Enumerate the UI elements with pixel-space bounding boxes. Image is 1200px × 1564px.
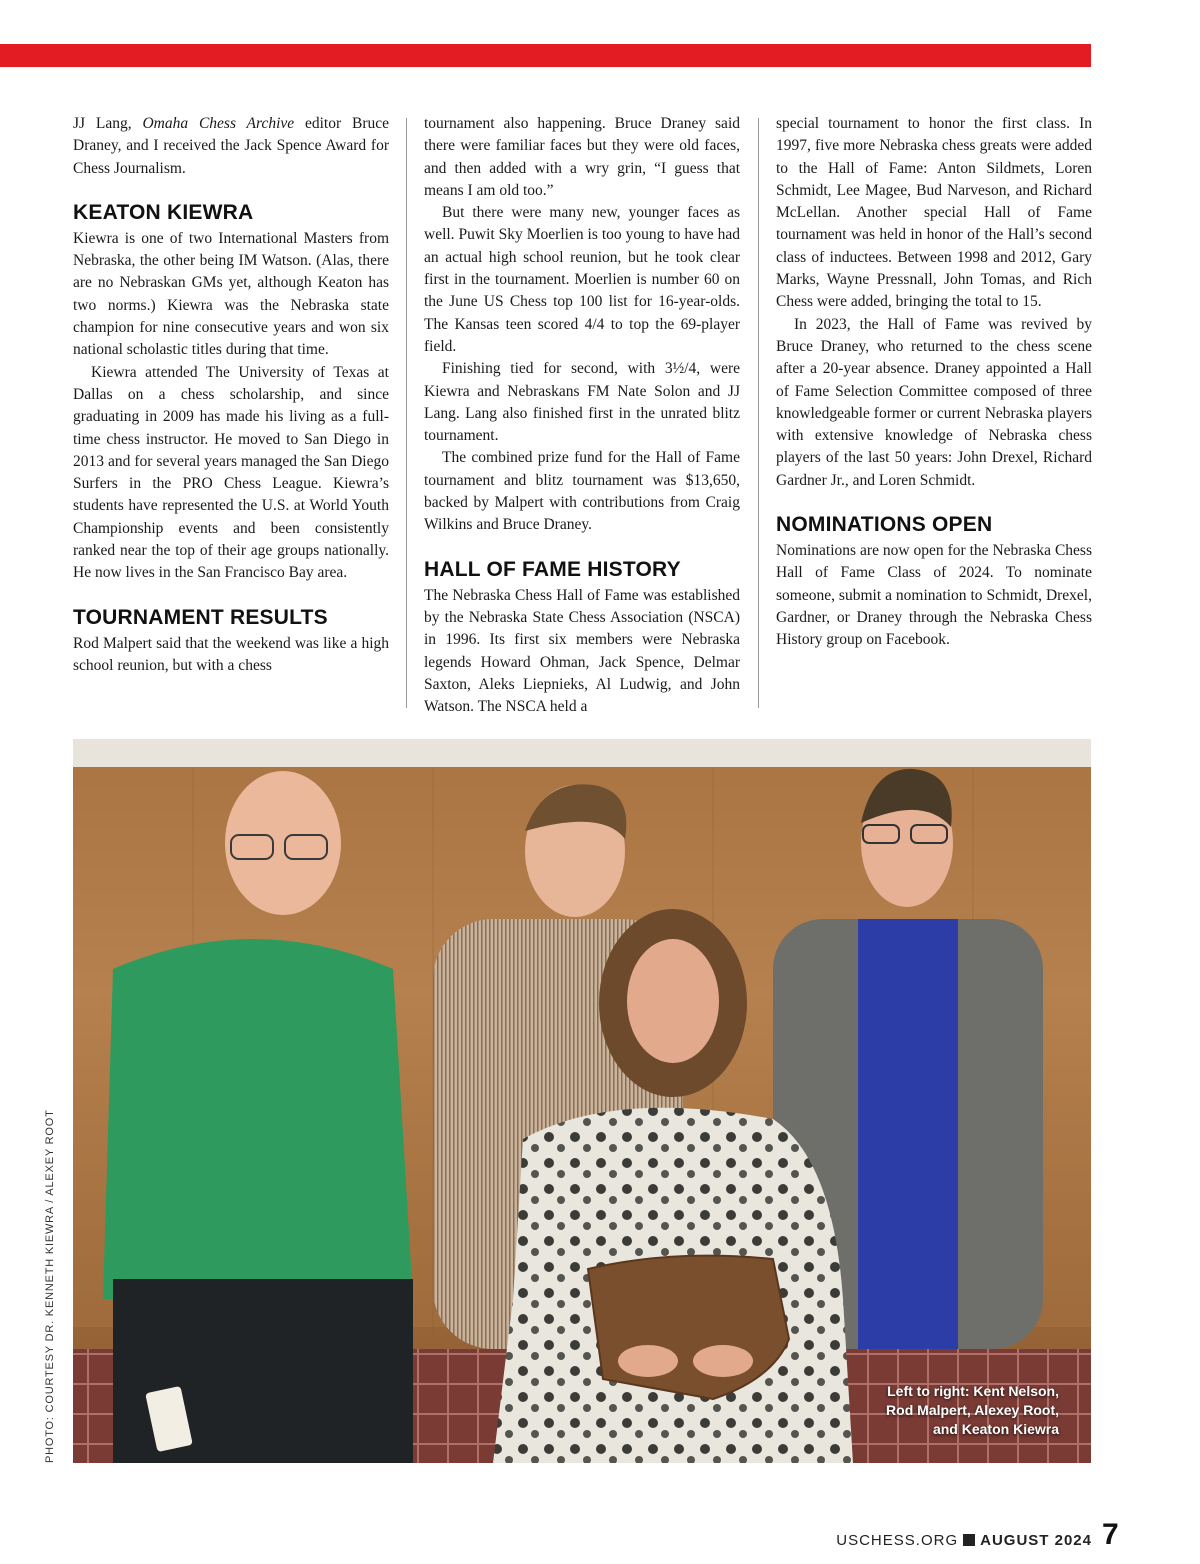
column-2 (424, 113, 740, 718)
column-3 (776, 113, 1092, 652)
paragraph: special tournament to honor the first class. In 1997, five more Nebraska chess greats were added to the Hall of Fame: Anton Sildmets, Loren Schmidt, Lee Magee, Bud Narveson, and Richard McLellan. Another special Hall of Fame tournament was held in honor of the Hall’s second class of inductees. Between 1998 and 2012, Gary Marks, Wayne Pressnall, John Tomas, and Rich Chess were added, bringing the total to 15. (776, 115, 1092, 311)
heading-hall-of-fame-history: HALL OF FAME HISTORY (424, 557, 681, 581)
paragraph: Kiewra attended The University of Texas at Dallas on a chess scholarship, and since graduating in 2009 has made his living as a full-time chess instructor. He moved to San Diego in 2013 and for several years managed the San Diego Surfers in the PRO Chess League. Kiewra’s students have represented the U.S. at World Youth Championship events and been consistently ranked near the top of their age groups nationally. He now lives in the San Francisco Bay area. (73, 363, 389, 582)
paragraph: Nominations are now open for the Nebraska Chess Hall of Fame Class of 2024. To nominate someone, submit a nomination to Schmidt, Drexel, Gardner, or Draney through the Nebraska Chess History group on Facebook. (776, 542, 1092, 649)
footer-issue-date: AUGUST 2024 (980, 1532, 1092, 1549)
page-footer (836, 1532, 1092, 1549)
paragraph: Finishing tied for second, with 3½/4, were Kiewra and Nebraskans FM Nate Solon and JJ Lang. Lang also finished first in the unrated blitz tournament. (424, 360, 740, 445)
paragraph: Kiewra is one of two International Masters from Nebraska, the other being IM Watson. (Alas, there are no Nebraskan GMs yet, although Keaton has two norms.) Kiewra was the Nebraska state champion for nine consecutive years and won six national scholastic titles during that time. (73, 229, 389, 359)
paragraph: tournament also happening. Bruce Draney said there were familiar faces but they were old faces, and then added with a wry grin, “I guess that means I am old too.” (424, 115, 740, 199)
footer-site: USCHESS.ORG (836, 1532, 959, 1549)
accent-bar (0, 44, 1091, 67)
square-bullet-icon (963, 1534, 975, 1546)
column-divider (758, 118, 759, 708)
heading-keaton-kiewra: KEATON KIEWRA (73, 200, 254, 224)
intro-paragraph: JJ Lang, Omaha Chess Archive editor Bruce Draney, and I received the Jack Spence Award for Chess Journalism. (73, 115, 389, 177)
group-photo (73, 739, 1091, 1463)
column-1 (73, 113, 389, 677)
photo-illustration (73, 739, 1091, 1463)
publication-title: Omaha Chess Archive (142, 115, 295, 132)
paragraph: But there were many new, younger faces as well. Puwit Sky Moerlien is too young to have had an actual high school reunion, but he took clear first in the tournament. Moerlien is number 60 on the June US Chess top 100 list for 16-year-olds. The Kansas teen scored 4/4 to top the 69-player field. (424, 204, 740, 355)
photo-caption: Left to right: Kent Nelson, Rod Malpert, Alexey Root, and Keaton Kiewra (886, 1383, 1059, 1437)
paragraph: Rod Malpert said that the weekend was like a high school reunion, but with a chess (73, 634, 389, 674)
paragraph: The Nebraska Chess Hall of Fame was established by the Nebraska State Chess Association (NSCA) in 1996. Its first six members were Nebraska legends Howard Ohman, Jack Spence, Delmar Saxton, Aleks Liepnieks, Al Ludwig, and John Watson. The NSCA held a (424, 586, 740, 716)
paragraph: In 2023, the Hall of Fame was revived by Bruce Draney, who returned to the chess scene after a 20-year absence. Draney appointed a Hall of Fame Selection Committee composed of three knowledgeable former or current Nebraska players with extensive knowledge of Nebraska chess players of the last 50 years: John Drexel, Richard Gardner Jr., and Loren Schmidt. (776, 315, 1092, 489)
heading-nominations-open: NOMINATIONS OPEN (776, 513, 993, 537)
photo-credit: PHOTO: COURTESY DR. KENNETH KIEWRA / ALEXEY ROOT (44, 1109, 56, 1463)
paragraph: The combined prize fund for the Hall of Fame tournament and blitz tournament was $13,650, backed by Malpert with contributions from Craig Wilkins and Bruce Draney. (424, 449, 740, 534)
page-number: 7 (1102, 1518, 1119, 1551)
column-divider (406, 118, 407, 708)
heading-tournament-results: TOURNAMENT RESULTS (73, 605, 328, 629)
